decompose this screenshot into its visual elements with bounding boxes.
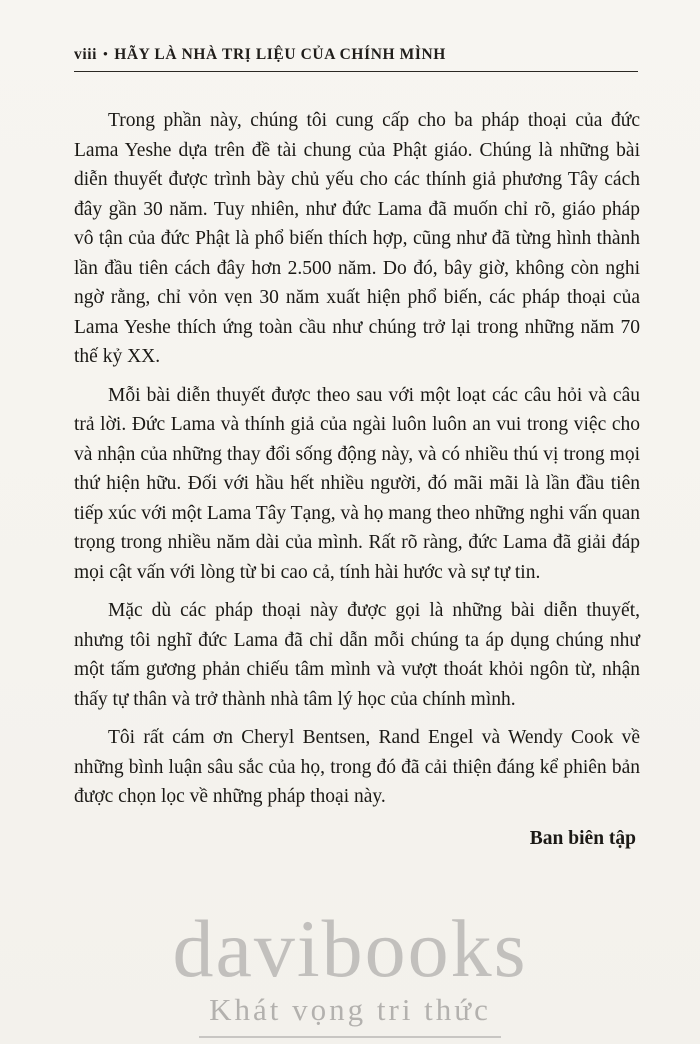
page-body	[74, 106, 640, 812]
paragraph-2: Mỗi bài diễn thuyết được theo sau với một loạt các câu hỏi và câu trả lời. Đức Lama và thính giả của ngài luôn luôn an vui trong việc cho và nhận của những thay đổi sống động này, và có nhiều thú vị trong mọi thứ hiện hữu. Đối với hầu hết nhiều người, đó mãi mãi là lần đầu tiên tiếp xúc với một Lama Tây Tạng, và họ mang theo những nghi vấn quan trọng trong nhiều năm dài của mình. Rất rõ ràng, đức Lama đã giải đáp mọi cật vấn với lòng từ bi cao cả, tính hài hước và sự tự tin.	[74, 384, 640, 583]
watermark-slogan: Khát vọng tri thức	[199, 992, 501, 1038]
running-header	[74, 46, 638, 72]
publisher-watermark	[0, 903, 700, 1038]
watermark-brand: davibooks	[172, 903, 528, 994]
paragraph-1: Trong phần này, chúng tôi cung cấp cho ba pháp thoại của đức Lama Yeshe dựa trên đề tài chung của Phật giáo. Chúng là những bài diễn thuyết được trình bày chủ yếu cho các thính giả phương Tây cách đây gần 30 năm. Tuy nhiên, như đức Lama đã muốn chỉ rõ, giáo pháp vô tận của đức Phật là phổ biến thích hợp, cũng như đã từng hình thành lần đầu tiên cách đây hơn 2.500 năm. Do đó, bây giờ, không còn nghi ngờ rằng, chỉ vỏn vẹn 30 năm xuất hiện phổ biến, các pháp thoại của Lama Yeshe thích ứng toàn cầu như chúng trở lại trong những năm 70 thế kỷ XX.	[74, 110, 640, 367]
header-separator: •	[103, 46, 109, 61]
paragraph-4: Tôi rất cám ơn Cheryl Bentsen, Rand Engel và Wendy Cook về những bình luận sâu sắc của họ, trong đó đã cải thiện đáng kể phiên bản được chọn lọc về những pháp thoại này.	[74, 727, 640, 807]
paragraph-3: Mặc dù các pháp thoại này được gọi là những bài diễn thuyết, nhưng tôi nghĩ đức Lama đã chỉ dẫn mỗi chúng ta áp dụng chúng như một tấm gương phản chiếu tâm mình và vượt thoát khỏi ngôn từ, nhận thấy tự thân và trở thành nhà tâm lý học của chính mình.	[74, 600, 640, 710]
book-title: HÃY LÀ NHÀ TRỊ LIỆU CỦA CHÍNH MÌNH	[114, 46, 446, 63]
editorial-signature: Ban biên tập	[529, 827, 636, 849]
page-number: viii	[74, 46, 98, 63]
